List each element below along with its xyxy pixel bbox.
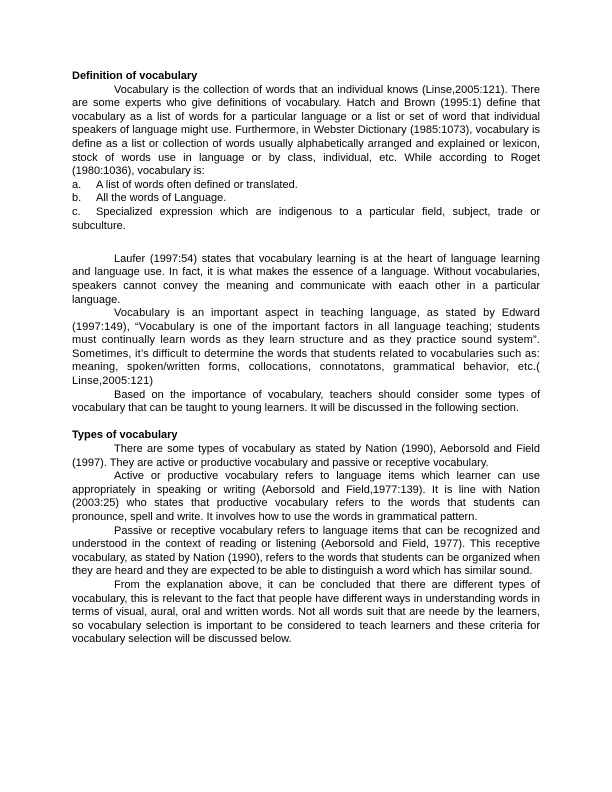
list-marker: a. xyxy=(72,178,82,191)
list-item xyxy=(72,206,540,233)
definition-list xyxy=(72,179,540,233)
list-item xyxy=(72,179,540,193)
paragraph-edward: Vocabulary is an important aspect in teaching language, as stated by Edward (1997:149), “Vocabulary is one of the important factors in all language teaching; students must continually learn words as they learn structure and as they practice sound system”. Sometimes, it’s difficult to determine the words that students related to vocabularies such as: meaning, spoken/written forms, collocations, connotatons, grammatical behavior, etc.( Linse,2005:121) xyxy=(72,307,540,388)
paragraph-conclusion: From the explanation above, it can be concluded that there are different types of vocabulary, this is relevant to the fact that people have different ways in understanding words in terms of visual, aural, oral and written words. Not all words suit that are neede by the learners, so vocabulary selection is important to be considered to teach learners and these criteria for vocabulary selection will be discussed below. xyxy=(72,578,540,646)
paragraph-passive-vocabulary: Passive or receptive vocabulary refers to language items that can be recognized and understood in the context of reading or listening (Aeborsold and Field, 1977). This receptive vocabulary, as stated by Nation (1990), refers to the words that students can be organized when they are heard and they are expected to be able to distinguish a word which has similar sound. xyxy=(72,524,540,578)
section-heading-definition: Definition of vocabulary xyxy=(72,70,198,82)
spacer xyxy=(72,416,540,430)
paragraph-active-vocabulary: Active or productive vocabulary refers to language items which learner can use appropriately in speaking or writing (Aeborsold and Field,1977:139). It is line with Nation (2003:25) who states that productive vocabulary refers to the words that students can pronounce, spell and write. It involves how to use the words in grammatical pattern. xyxy=(72,470,540,523)
list-item-text: Specialized expression which are indigenous to a particular field, subject, trade or subculture. xyxy=(72,205,540,232)
paragraph-definition-intro: Vocabulary is the collection of words that an individual knows (Linse,2005:121). There are some experts who give definitions of vocabulary. Hatch and Brown (1995:1) define that vocabulary as a list of words for a particular language or a list or set of word that individual speakers of language might use. Furthermore, in Webster Dictionary (1985:1073), vocabulary is define as a list or collection of words usually alphabetically arranged and explained or lexicon, stock of words use in language or by class, individual, etc. While according to Roget (1980:1036), vocabulary is: xyxy=(72,83,540,178)
document-page xyxy=(72,70,540,647)
list-marker: c. xyxy=(72,205,81,218)
list-item xyxy=(72,192,540,206)
spacer xyxy=(72,233,540,247)
paragraph-types-intro: There are some types of vocabulary as stated by Nation (1990), Aeborsold and Field (1997). They are active or productive vocabulary and passive or receptive vocabulary. xyxy=(72,443,540,469)
list-marker: b. xyxy=(72,192,82,205)
paragraph-laufer: Laufer (1997:54) states that vocabulary learning is at the heart of language learning and language use. In fact, it is what makes the essence of a language. Without vocabularies, speakers cannot convey the meaning and communicate with eaach other in a particular language. xyxy=(72,252,540,306)
list-item-text: A list of words often defined or translated. xyxy=(96,178,298,191)
paragraph-importance: Based on the importance of vocabulary, teachers should consider some types of vocabulary that can be taught to young learners. It will be discussed in the following section. xyxy=(72,388,540,415)
section-heading-types: Types of vocabulary xyxy=(72,429,178,442)
list-item-text: All the words of Language. xyxy=(96,192,227,205)
